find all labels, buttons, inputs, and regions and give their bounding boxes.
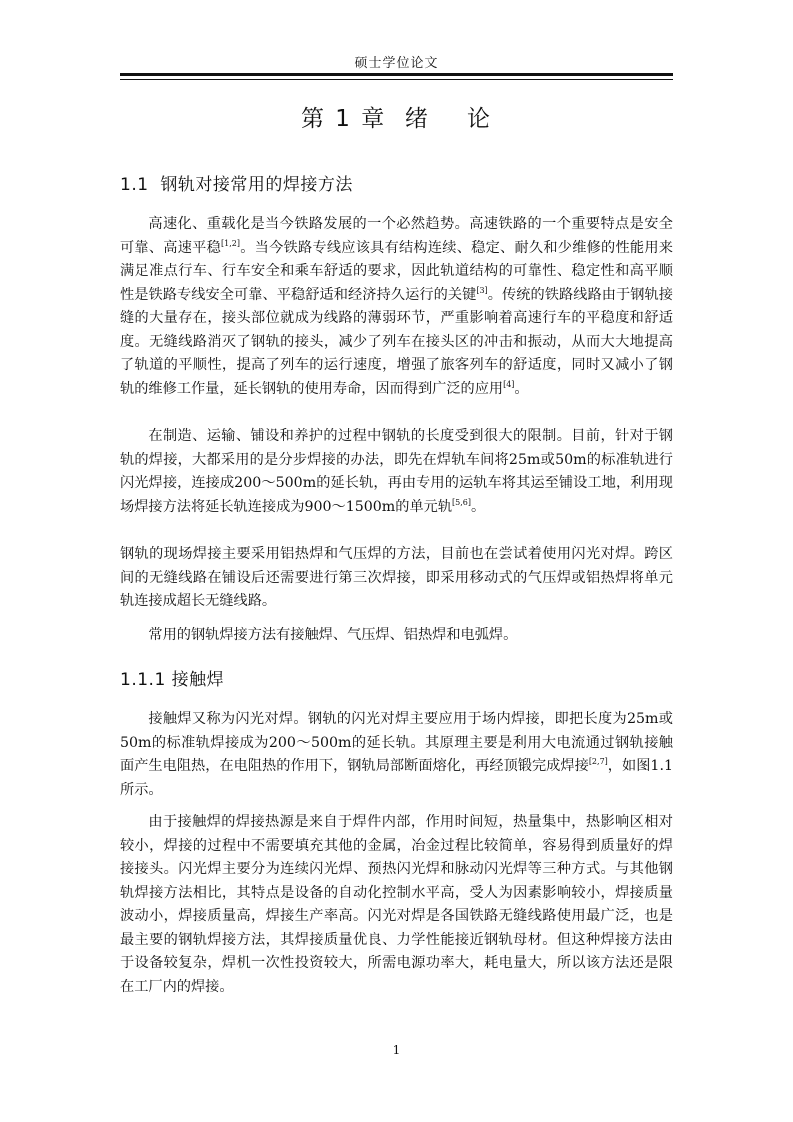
chapter-title: 第 1 章 绪 论 — [300, 106, 493, 132]
paragraph-text: 。传统的铁路线路由于钢轨接缝的大量存在，接头部位就成为线路的薄弱环节，严重影响着高速行车的平稳度和舒适度。无缝线路消灭了钢轨的接头，减少了列车在接头区的冲击和振动，从而大大地提高了轨道的平顺性，提高了列车的运行速度，增强了旅客列车的舒适度，同时又减小了钢轨的维修工作量，延长钢轨的使用寿命，因而得到广泛的应用 — [120, 286, 673, 397]
page-number: 1 — [392, 1043, 401, 1057]
paragraph-text: ，如图1.1所示。 — [120, 758, 673, 798]
paragraph-text: 。 — [514, 380, 529, 397]
body-paragraph-1 — [120, 213, 673, 401]
citation: [2,7] — [588, 757, 608, 766]
paragraph-text: 高速化、重载化是当今铁路发展的一个必然趋势。高速铁路的一个重要特点是安全可靠、高速平稳 — [120, 216, 673, 256]
citation: [1,2] — [221, 238, 240, 248]
body-paragraph-5 — [120, 708, 673, 802]
citation: [4] — [503, 379, 515, 389]
section-heading-1-1-1: 1.1.1 接触焊 — [120, 670, 225, 690]
paragraph-text: 在制造、运输、铺设和养护的过程中钢轨的长度受到很大的限制。目前，针对于钢轨的焊接，大都采用的是分步焊接的办法，即先在焊轨车间将25m或50m的标准轨进行闪光焊接，连接成200～500m的延长轨，再由专用的运轨车将其运至铺设工地，利用现场焊接方法将延长轨连接成为900～1500m的单元轨 — [120, 428, 673, 515]
paragraph-text: 接触焊又称为闪光对焊。钢轨的闪光对焊主要应用于场内焊接，即把长度为25m或50m的标准轨焊接成为200～500m的延长轨。其原理主要是利用大电流通过钢轨接触面产生电阻热，在电阻热的作用下，钢轨局部断面熔化，再经顶锻完成焊接 — [120, 711, 673, 774]
citation: [3] — [476, 285, 488, 295]
citation: [5,6] — [452, 497, 471, 507]
paragraph-text: 。当今铁路专线应该具有结构连续、稳定、耐久和少维修的性能用来满足准点行车、行车安全和乘车舒适的要求，因此轨道结构的可靠性、稳定性和高平顺性是铁路专线安全可靠、平稳舒适和经济持久运行的关键 — [120, 239, 673, 303]
header-rule-thin — [120, 79, 673, 80]
body-paragraph-3: 钢轨的现场焊接主要采用铝热焊和气压焊的方法，目前也在尝试着使用闪光对焊。跨区间的无缝线路在铺设后还需要进行第三次焊接，即采用移动式的气压焊或铝热焊将单元轨连接成超长无缝线路。 — [120, 546, 673, 609]
body-paragraph-4: 常用的钢轨焊接方法有接触焊、气压焊、铝热焊和电弧焊。 — [148, 627, 518, 643]
paragraph-text: 。 — [470, 498, 486, 515]
header-rule-thick — [120, 73, 673, 76]
running-header: 硕士学位论文 — [354, 56, 439, 71]
body-paragraph-6: 由于接触焊的焊接热源是来自于焊件内部，作用时间短，热量集中，热影响区相对较小，焊接的过程中不需要填充其他的金属，冶金过程比较简单，容易得到质量好的焊接接头。闪光焊主要分为连续闪光焊、预热闪光焊和脉动闪光焊等三种方式。与其他钢轨焊接方法相比，其特点是设备的自动化控制水平高，受人为因素影响较小，焊接质量波动小，焊接质量高，焊接生产率高。闪光对焊是各国铁路无缝线路使用最广泛，也是最主要的钢轨焊接方法，其焊接质量优良、力学性能接近钢轨母材。但这种焊接方法由于设备较复杂，焊机一次性投资较大，所需电源功率大，耗电量大，所以该方法还是限在工厂内的焊接。 — [120, 814, 673, 995]
body-paragraph-2 — [120, 425, 673, 519]
section-heading-1-1: 1.1 钢轨对接常用的焊接方法 — [120, 175, 353, 195]
